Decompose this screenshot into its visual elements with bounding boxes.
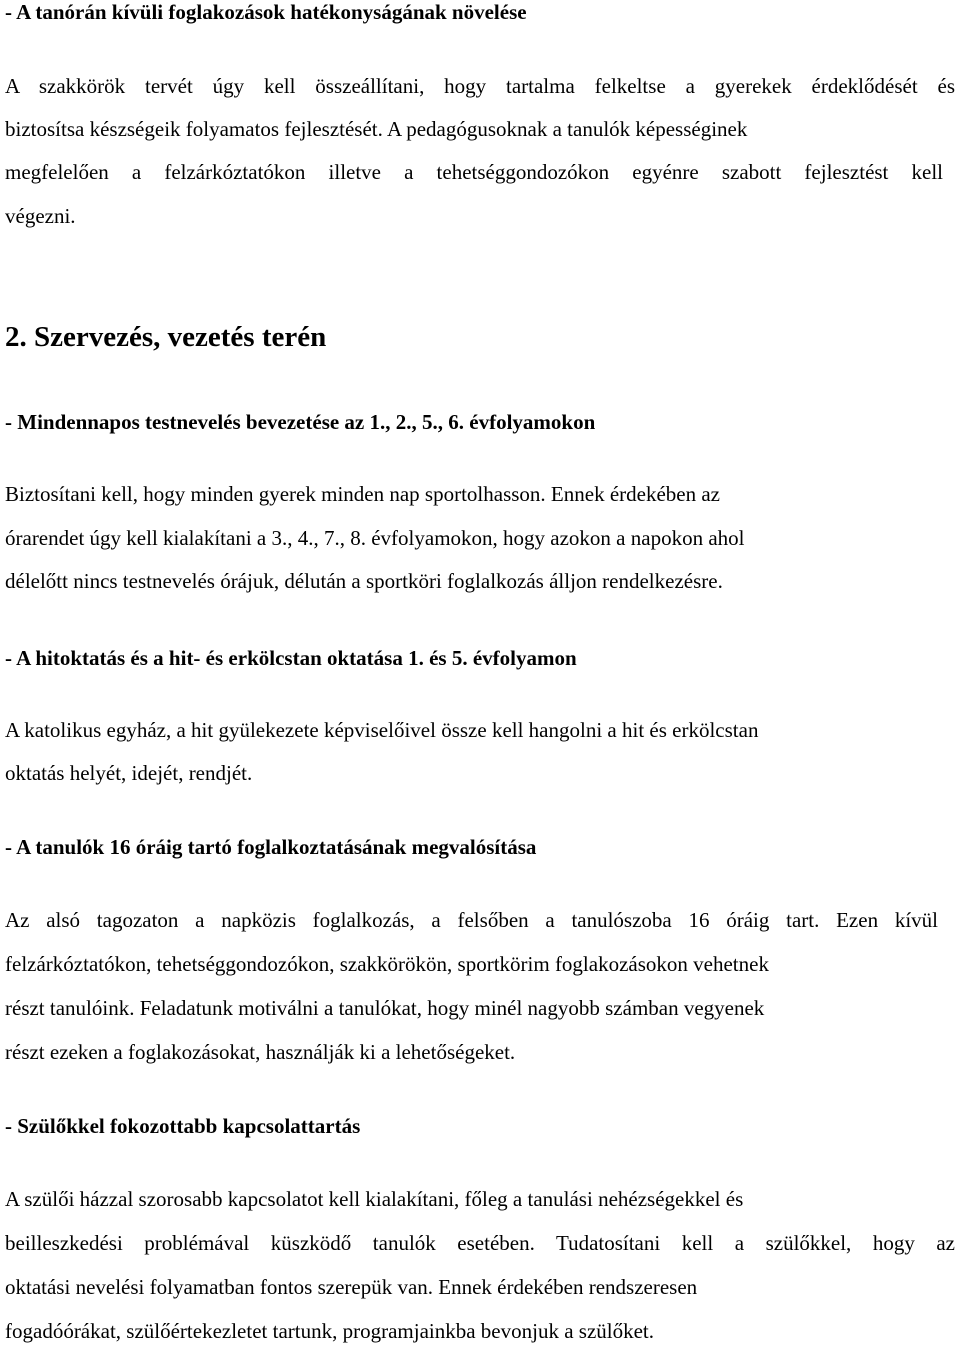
paragraph-line: részt tanulóink. Feladatunk motiválni a tanulókat, hogy minél nagyobb számban vegyenek — [5, 996, 765, 1020]
paragraph-line: részt ezeken a foglakozásokat, használják ki a lehetőségeket. — [5, 1040, 516, 1064]
paragraph-line: felzárkóztatókon, tehetséggondozókon, szakkörökön, sportkörim foglakozásokon vehetnek — [5, 952, 769, 976]
subsection-heading-religion: - A hitoktatás és a hit- és erkölcstan oktatása 1. és 5. évfolyamon — [5, 646, 577, 670]
paragraph-line: végezni. — [5, 204, 76, 228]
paragraph-line: beilleszkedési problémával küszködő tanulók esetében. Tudatosítani kell a szülőkkel, hogy az — [5, 1231, 955, 1255]
subsection-heading-daily-pe: - Mindennapos testnevelés bevezetése az 1., 2., 5., 6. évfolyamokon — [5, 410, 596, 434]
section-title-organization: 2. Szervezés, vezetés terén — [5, 321, 327, 353]
paragraph-line: órarendet úgy kell kialakítani a 3., 4., 7., 8. évfolyamokon, hogy azokon a napokon ahol — [5, 526, 745, 550]
paragraph-line: biztosítsa készségeik folyamatos fejlesztését. A pedagógusoknak a tanulók képességinek — [5, 117, 748, 141]
paragraph-line: A szakkörök tervét úgy kell összeállítani, hogy tartalma felkeltse a gyerekek érdeklődését és — [5, 74, 955, 98]
subsection-heading-parents: - Szülőkkel fokozottabb kapcsolattartás — [5, 1114, 361, 1138]
paragraph-line: A katolikus egyház, a hit gyülekezete képviselőivel össze kell hangolni a hit és erkölcstan — [5, 718, 759, 742]
paragraph-line: oktatás helyét, idejét, rendjét. — [5, 761, 253, 785]
paragraph-line: délelőtt nincs testnevelés órájuk, délután a sportköri foglalkozás álljon rendelkezésre. — [5, 569, 723, 593]
subsection-heading-afternoon-care: - A tanulók 16 óráig tartó foglalkoztatásának megvalósítása — [5, 835, 537, 859]
paragraph-line: megfelelően a felzárkóztatókon illetve a tehetséggondozókon egyénre szabott fejlesztést kell — [5, 160, 943, 184]
paragraph-line: Biztosítani kell, hogy minden gyerek minden nap sportolhasson. Ennek érdekében az — [5, 482, 720, 506]
section-heading-extracurricular: - A tanórán kívüli foglakozások hatékonyságának növelése — [5, 0, 527, 24]
paragraph-line: A szülői házzal szorosabb kapcsolatot kell kialakítani, főleg a tanulási nehézségekkel és — [5, 1187, 744, 1211]
paragraph-line: fogadóórákat, szülőértekezletet tartunk, programjainkba bevonjuk a szülőket. — [5, 1319, 655, 1343]
paragraph-line: oktatási nevelési folyamatban fontos szerepük van. Ennek érdekében rendszeresen — [5, 1275, 698, 1299]
paragraph-line: Az alsó tagozaton a napközis foglalkozás, a felsőben a tanulószoba 16 óráig tart. Ezen kívül — [5, 908, 938, 932]
